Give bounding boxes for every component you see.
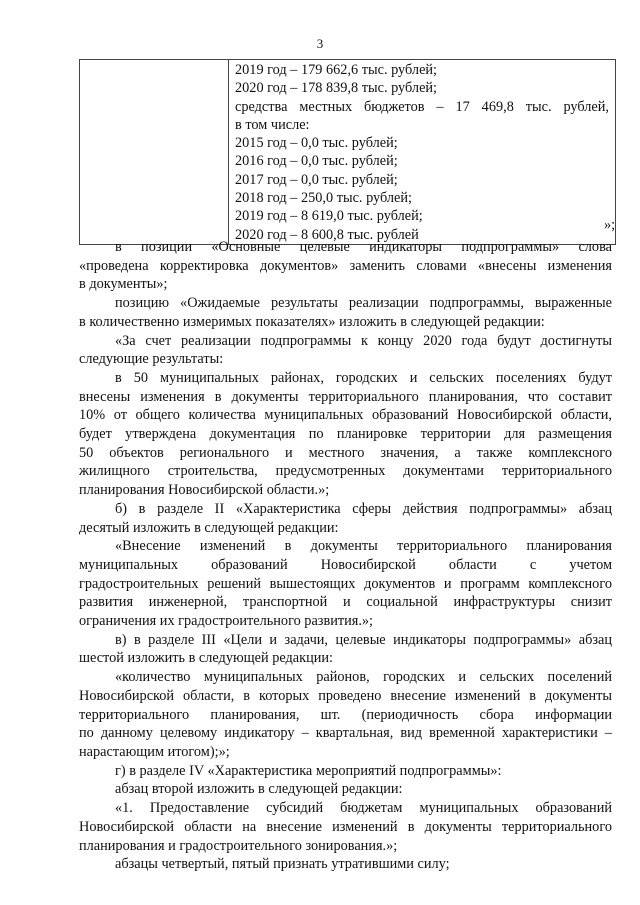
paragraph-line: развития инженерной, транспортной и социальной инфраструктуры снизит: [79, 594, 612, 611]
paragraph-line: нарастающим итогом);»;: [79, 743, 230, 760]
paragraph-line: десятый изложить в следующей редакции:: [79, 519, 339, 536]
table-line: 2015 год – 0,0 тыс. рублей;: [235, 135, 398, 152]
paragraph-line: в позиции «Основные целевые индикаторы подпрограммы» слова: [115, 239, 612, 255]
table-line: 2020 год – 178 839,8 тыс. рублей;: [235, 80, 438, 97]
paragraph-line: абзацы четвертый, пятый признать утратившими силу;: [115, 856, 450, 873]
table-line: в том числе:: [235, 116, 310, 133]
table-closing-quote: »;: [604, 217, 616, 233]
paragraph-line: в) в разделе III «Цели и задачи, целевые индикаторы подпрограммы» абзац: [115, 631, 612, 648]
paragraph-line: внесены изменения в документы территориального планирования, что составит: [79, 388, 612, 405]
paragraph-line: позицию «Ожидаемые результаты реализации подпрограммы, выраженные: [115, 295, 612, 312]
table-left-cell: [80, 60, 229, 245]
paragraph-line: «количество муниципальных районов, городских и сельских поселений: [115, 669, 612, 686]
paragraph-line: в 50 муниципальных районах, городских и сельских поселениях будут: [115, 369, 612, 386]
table-line: средства местных бюджетов – 17 469,8 тыс. рублей,: [235, 98, 609, 115]
budget-table: [79, 59, 616, 245]
paragraph-line: муниципальных образований Новосибирской области с учетом: [79, 556, 612, 573]
table-line: 2020 год – 8 600,8 тыс. рублей: [235, 226, 419, 243]
paragraph-line: абзац второй изложить в следующей редакции:: [115, 781, 403, 798]
paragraph-line: планирования Новосибирской области.»;: [79, 482, 330, 499]
paragraph-line: следующие результаты:: [79, 351, 224, 368]
paragraph-line: планирования и градостроительного зонирования.»;: [79, 837, 398, 854]
paragraph-line: в документы»;: [79, 276, 168, 293]
paragraph-line: в количественно измеримых показателях» изложить в следующей редакции:: [79, 313, 545, 330]
paragraph-line: Новосибирской области, в которых проведено внесение изменений в документы: [79, 687, 612, 704]
paragraph-line: будет утверждена документация по планировке территории для размещения: [79, 426, 612, 443]
table-line: 2019 год – 8 619,0 тыс. рублей;: [235, 208, 423, 225]
paragraph-line: «1. Предоставление субсидий бюджетам муниципальных образований: [115, 800, 612, 817]
table-line: 2016 год – 0,0 тыс. рублей;: [235, 153, 398, 170]
paragraph-line: 50 объектов регионального и местного значения, а также комплексного: [79, 444, 612, 461]
paragraph-line: «Внесение изменений в документы территориального планирования: [115, 538, 612, 555]
paragraph-line: шестой изложить в следующей редакции:: [79, 650, 334, 667]
paragraph-line: градостроительных решений вышестоящих документов и программ комплексного: [79, 575, 612, 592]
page-number: 3: [316, 36, 324, 51]
table-line: 2019 год – 179 662,6 тыс. рублей;: [235, 62, 438, 78]
paragraph-line: «проведена корректировка документов» заменить словами «внесены изменения: [79, 257, 612, 274]
paragraph-line: жилищного строительства, предусмотренных документами территориального: [79, 463, 612, 480]
table-line: 2017 год – 0,0 тыс. рублей;: [235, 171, 398, 188]
paragraph-line: по данному целевому индикатору – квартальная, вид временной характеристики –: [79, 725, 612, 742]
paragraph-line: территориального планирования, шт. (периодичность сбора информации: [79, 706, 612, 723]
paragraph-line: «За счет реализации подпрограммы к концу 2020 года будут достигнуты: [115, 332, 612, 349]
paragraph-line: 10% от общего количества муниципальных образований Новосибирской области,: [79, 407, 612, 424]
paragraph-line: Новосибирской области на внесение изменений в документы территориального: [79, 818, 612, 835]
paragraph-line: г) в разделе IV «Характеристика мероприятий подпрограммы»:: [115, 762, 502, 779]
table-line: 2018 год – 250,0 тыс. рублей;: [235, 190, 413, 207]
paragraph-line: б) в разделе II «Характеристика сферы действия подпрограммы» абзац: [115, 500, 612, 517]
body-text: [79, 238, 612, 874]
paragraph-line: ограничения их градостроительного развития.»;: [79, 613, 374, 630]
table-right-cell: [229, 60, 616, 245]
